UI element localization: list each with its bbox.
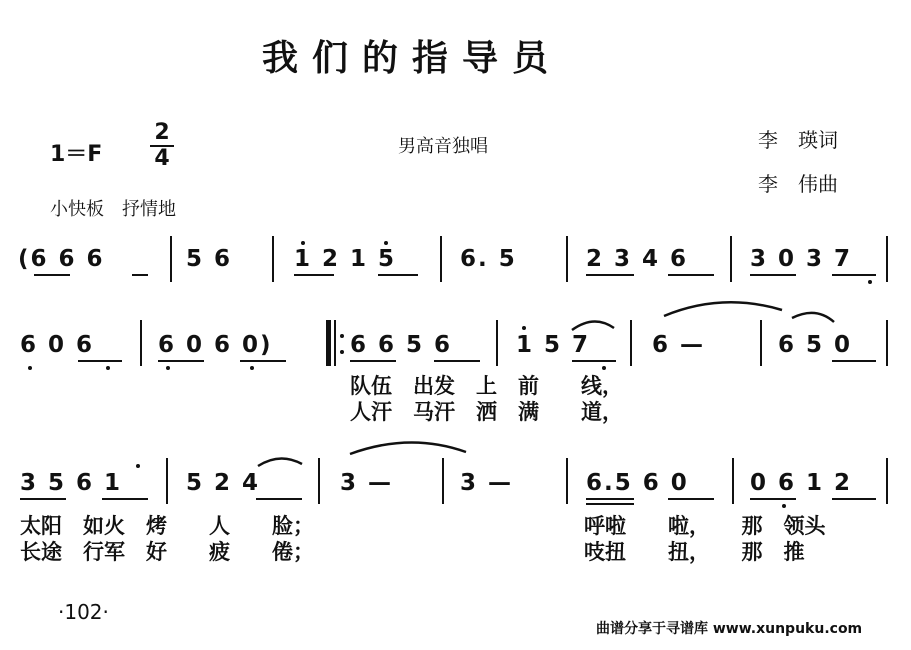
measure-17: 6.5 6 0 xyxy=(586,470,689,496)
lyrics-line3-verse2-b: 吱扭 扭， 那 推 xyxy=(584,540,805,564)
measure-7: 6 0 6 xyxy=(20,332,95,358)
measure-13: 3 5 6 1 xyxy=(20,470,123,496)
measure-5: 2 3 4 6 xyxy=(586,246,689,272)
measure-12: 6 5 0 xyxy=(778,332,853,358)
measure-10: 1 5 7 xyxy=(516,332,591,358)
lyricist-credit: 李 瑛词 xyxy=(758,128,838,152)
measure-16: 3 — xyxy=(460,470,514,496)
measure-4: 6. 5 xyxy=(460,246,517,272)
performance-note: 男高音独唱 xyxy=(398,136,488,157)
lyrics-line3-verse1-b: 呼啦 啦， 那 领头 xyxy=(584,514,826,538)
measure-18: 0 6 1 2 xyxy=(750,470,853,496)
time-signature-top: 2 xyxy=(154,120,170,145)
measure-2: 5 6 xyxy=(186,246,233,272)
measure-8: 6 0 6 0) xyxy=(158,332,273,358)
lyrics-line2-verse1: 队伍 出发 上 前 线， xyxy=(350,374,623,398)
measure-9: 6 6 5 6 xyxy=(350,332,453,358)
watermark-text: 曲谱分享于寻谱库 www.xunpuku.com xyxy=(596,621,863,637)
composer-credit: 李 伟曲 xyxy=(758,172,838,196)
lyrics-line3-verse2-a: 长途 行军 好 疲 倦； xyxy=(20,540,314,564)
measure-6: 3 0 3 7 xyxy=(750,246,853,272)
key-signature: 1＝F xyxy=(50,142,103,167)
lyrics-line2-verse2: 人汗 马汗 洒 满 道， xyxy=(350,400,623,424)
measure-3: 1 2 1 5 xyxy=(294,246,397,272)
measure-1: (6 6 6 xyxy=(18,246,105,272)
lyrics-line3-verse1-a: 太阳 如火 烤 人 脸； xyxy=(20,514,314,538)
measure-15: 3 — xyxy=(340,470,394,496)
time-signature-bottom: 4 xyxy=(154,146,170,171)
measure-11: 6 — xyxy=(652,332,706,358)
tempo-marking: 小快板 抒情地 xyxy=(50,199,176,220)
measure-14: 5 2 4 xyxy=(186,470,261,496)
song-title: 我们的指导员 xyxy=(262,37,563,79)
page-number: ·102· xyxy=(58,600,109,624)
